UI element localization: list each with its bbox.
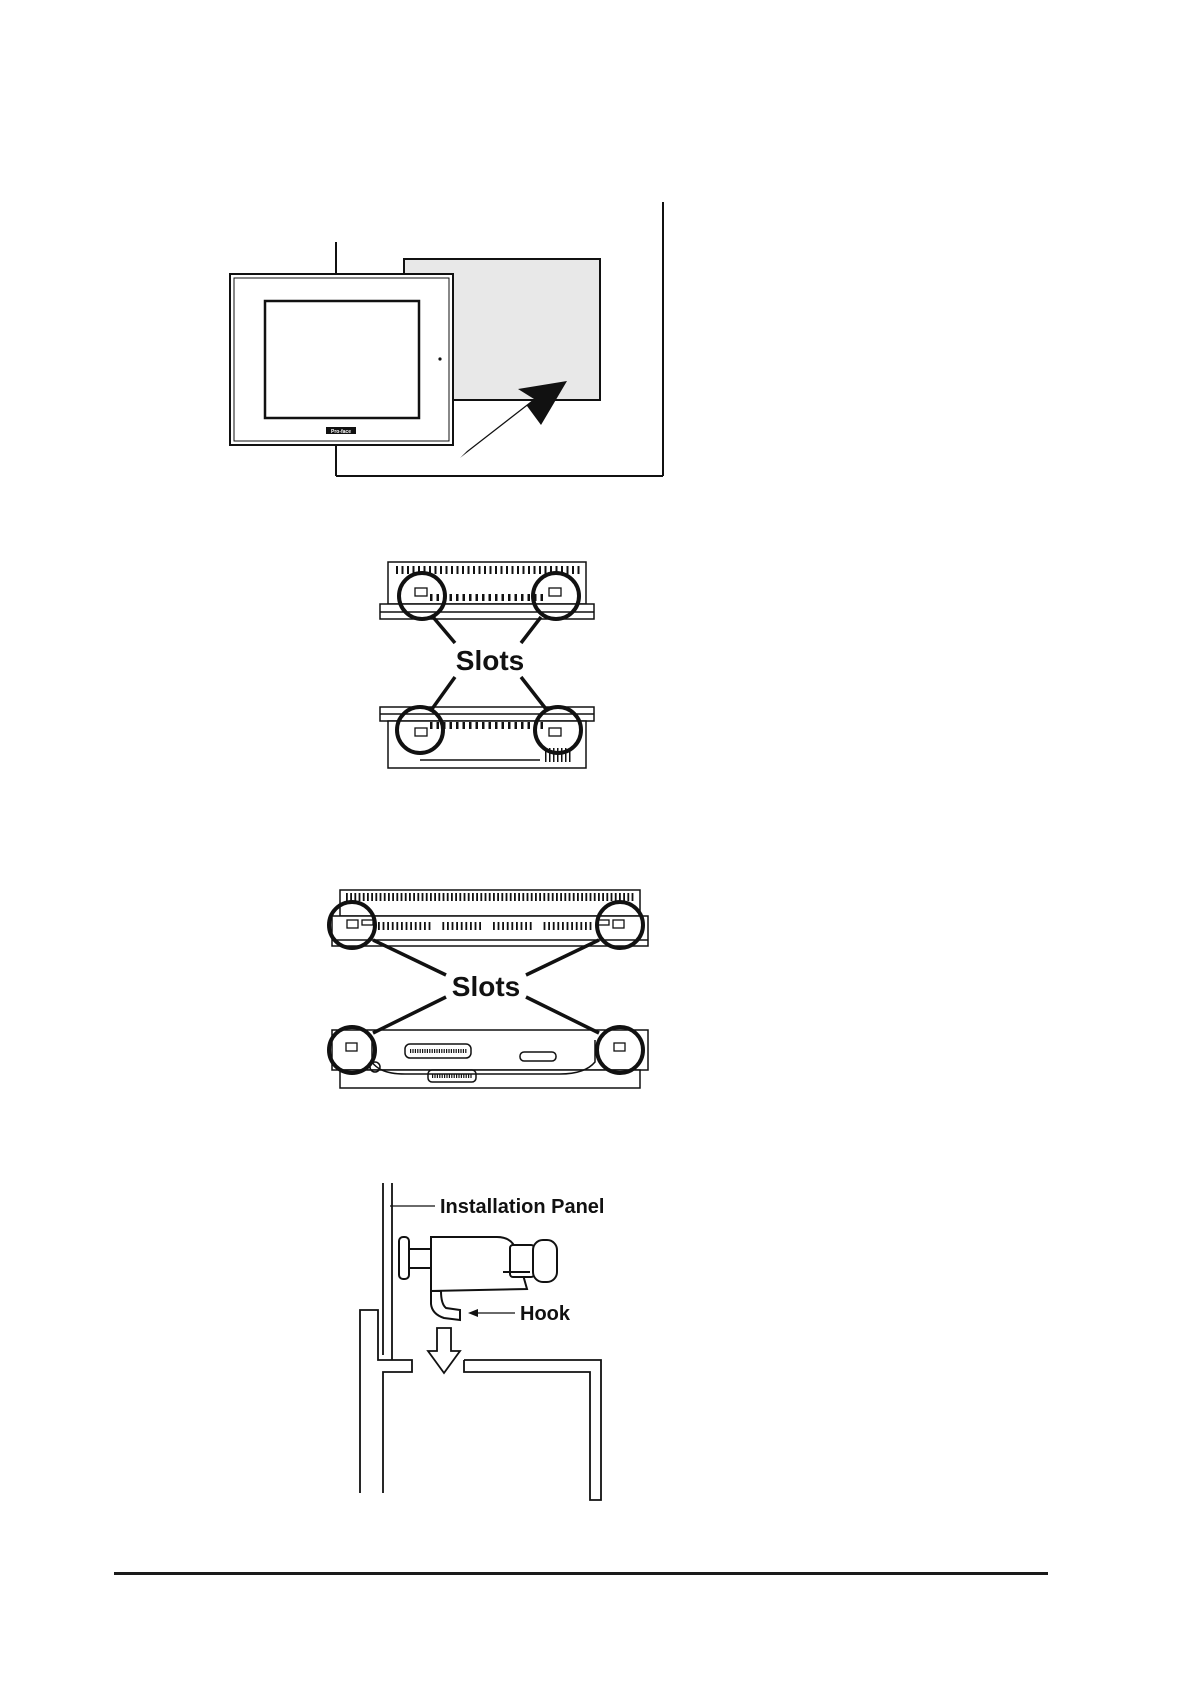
unit-housing [360,1310,601,1500]
installation-panel-wall [383,1183,392,1355]
hook-label: Hook [520,1303,570,1325]
down-arrow-icon [428,1328,460,1373]
slots-label: Slots [451,971,521,1002]
figure-panel-insertion [200,190,680,490]
display-unit [230,274,453,445]
hook-leader-arrow [468,1309,515,1317]
status-led [438,357,441,360]
fastener-icon [399,1237,557,1291]
figure-slots-small-unit [370,555,610,775]
footer-rule [114,1572,1048,1575]
figure-slots-large-unit [320,880,660,1100]
figure-fastener-hook [350,1175,650,1505]
vent-row-top [346,893,633,901]
display-screen [265,301,419,418]
brand-logo-text: Pro-face [330,429,352,435]
hook-icon [431,1291,460,1320]
slots-label: Slots [455,645,525,676]
installation-panel-label: Installation Panel [440,1196,605,1218]
